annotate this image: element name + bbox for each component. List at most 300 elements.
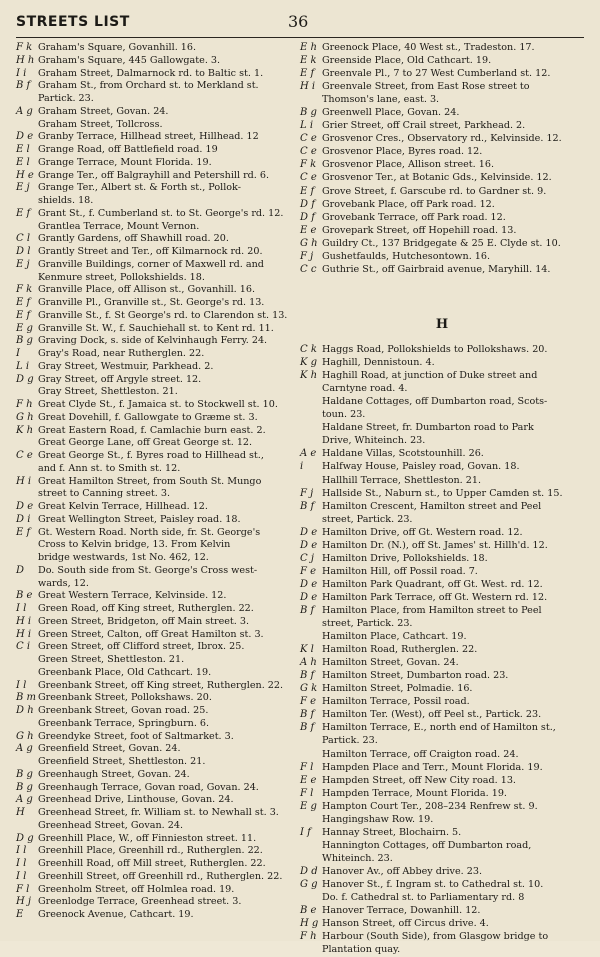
street-description: Hamilton Place, Cathcart. 19. <box>322 631 467 643</box>
grid-reference: E e <box>300 224 317 236</box>
street-description: Graham St., from Orchard st. to Merkland st. <box>38 80 259 92</box>
street-entry <box>300 892 584 903</box>
grid-reference: B m <box>16 692 37 704</box>
street-description: Grange Road, off Battlefield road. 19 <box>38 144 218 155</box>
street-description: Hamilton Dr. (N.), off St. James' st. Hillh'd. 12. <box>322 539 548 551</box>
grid-reference: F h <box>300 931 317 943</box>
street-entry <box>16 718 288 729</box>
grid-reference: L i <box>300 120 314 132</box>
street-description: street, Partick. 23. <box>322 513 413 525</box>
street-description: Greenside Place, Old Cathcart. 19. <box>322 55 492 67</box>
street-description: Hamilton Terrace, E., north end of Hamilton st., <box>322 722 556 734</box>
street-entry <box>300 540 584 551</box>
street-entry <box>300 683 584 694</box>
street-entry <box>300 159 584 170</box>
street-entry <box>16 616 288 627</box>
street-entry <box>300 120 584 131</box>
grid-reference: F h <box>16 399 33 410</box>
street-description: Hamilton Ter. (West), off Peel st., Partick. 23. <box>322 709 542 721</box>
street-entry <box>16 348 288 359</box>
street-description: Hamilton Drive, Pollokshields. 18. <box>322 552 488 564</box>
grid-reference: D e <box>300 591 318 603</box>
street-description: Hamilton Place, from Hamilton street to Peel <box>322 604 542 616</box>
page-title: STREETS LIST <box>16 14 130 30</box>
street-entry <box>16 182 288 193</box>
street-description: wards, 12. <box>38 577 89 589</box>
street-description: Hamilton Street, Govan. 24. <box>322 657 459 669</box>
grid-reference: D <box>16 564 25 576</box>
street-entry <box>300 357 584 368</box>
street-description: Great Eastern Road, f. Camlachie burn east. 2. <box>38 424 266 436</box>
grid-reference: E k <box>300 55 317 67</box>
street-entry <box>300 146 584 157</box>
grid-reference: D l <box>16 246 31 257</box>
street-description: Hanover Terrace, Dowanhill. 12. <box>322 905 481 917</box>
street-entry <box>16 743 288 754</box>
street-description: Cross to Kelvin bridge, 13. From Kelvin <box>38 539 231 551</box>
left-column <box>16 42 288 922</box>
street-description: Grantlea Terrace, Mount Vernon. <box>38 220 200 232</box>
street-entry <box>300 931 584 942</box>
street-entry <box>16 667 288 678</box>
street-description: Greenbank Street, off King street, Rutherglen. 22. <box>38 679 284 691</box>
street-entry <box>16 119 288 130</box>
street-entry <box>300 461 584 472</box>
street-entry <box>300 657 584 668</box>
street-description: Hannington Cottages, off Dumbarton road, <box>322 839 532 851</box>
street-description: Granville Place, off Allison st., Govanhill. 16. <box>38 284 256 296</box>
street-description: Greenfield Street, Shettleston. 21. <box>38 756 206 767</box>
street-entry <box>300 383 584 394</box>
street-entry <box>300 801 584 812</box>
grid-reference: F j <box>300 250 314 262</box>
grid-reference: E l <box>16 156 30 168</box>
grid-reference: H <box>16 807 25 818</box>
grid-reference: F e <box>300 696 317 708</box>
grid-reference: A e <box>300 448 317 460</box>
street-description: Green Road, off King street, Rutherglen. 22. <box>38 603 254 614</box>
street-description: Gushetfaulds, Hutchesontown. 16. <box>322 250 491 262</box>
grid-reference: E h <box>300 42 317 53</box>
street-entry <box>300 866 584 877</box>
street-entry <box>16 680 288 691</box>
grid-reference: E e <box>300 774 317 786</box>
street-description: Hampton Court Ter., 208–234 Renfrew st. 9. <box>322 800 538 812</box>
grid-reference: i <box>300 461 304 473</box>
street-description: Graham Street, Tollcross. <box>38 118 163 130</box>
grid-reference: E j <box>16 258 30 270</box>
street-entry <box>300 827 584 838</box>
street-entry <box>16 769 288 780</box>
street-entry <box>16 731 288 742</box>
street-description: shields. 18. <box>38 195 94 206</box>
street-description: Gray Street, Westmuir, Parkhead. 2. <box>38 360 214 372</box>
grid-reference: F l <box>300 761 314 773</box>
street-description: Partick. 23. <box>38 93 94 104</box>
grid-reference: H j <box>16 896 31 908</box>
street-entry <box>16 386 288 397</box>
street-entry <box>300 344 584 355</box>
street-entry <box>300 944 584 955</box>
street-entry <box>300 94 584 105</box>
street-description: Greenvale Pl., 7 to 27 West Cumberland st. 12. <box>322 68 551 80</box>
street-entry <box>16 450 288 461</box>
grid-reference: I l <box>16 858 27 869</box>
street-description: Thomson's lane, east. 3. <box>322 94 440 106</box>
grid-reference: D h <box>16 705 34 716</box>
street-entry <box>16 909 288 920</box>
street-entry <box>300 696 584 707</box>
street-entry <box>16 259 288 270</box>
street-description: Do. South side from St. George's Cross west- <box>38 564 258 576</box>
street-entry <box>300 918 584 929</box>
street-entry <box>300 199 584 210</box>
grid-reference: H e <box>16 169 34 181</box>
grid-reference: C j <box>300 552 314 564</box>
street-entry <box>300 566 584 577</box>
grid-reference: B f <box>16 80 31 92</box>
street-entry <box>300 81 584 92</box>
street-entry <box>300 579 584 590</box>
street-description: Greenholm Street, off Holmlea road. 19. <box>38 883 235 895</box>
street-description: Hangingshaw Row. 19. <box>322 813 434 825</box>
grid-reference: F j <box>300 487 314 499</box>
street-description: Great George St., f. Byres road to Hillhead st., <box>38 450 264 461</box>
street-entry <box>300 422 584 433</box>
street-entry <box>300 631 584 642</box>
street-description: Gray Street, Shettleston. 21. <box>38 386 178 398</box>
grid-reference: H i <box>16 615 32 627</box>
street-entry <box>300 644 584 655</box>
street-entry <box>16 578 288 589</box>
street-description: Green Street, off Clifford street, Ibrox. 25. <box>38 641 245 653</box>
street-description: Great Hamilton Street, from South St. Mungo <box>38 475 262 487</box>
street-entry <box>300 879 584 890</box>
street-description: street, Partick. 23. <box>322 618 413 630</box>
grid-reference: K h <box>300 370 318 382</box>
grid-reference: D g <box>16 373 34 385</box>
street-entry <box>16 692 288 703</box>
street-description: Great Western Terrace, Kelvinside. 12. <box>38 590 227 602</box>
street-description: Green Street, Calton, off Great Hamilton st. 3. <box>38 628 264 640</box>
street-description: Graham's Square, Govanhill. 16. <box>38 42 197 53</box>
street-entry <box>16 603 288 614</box>
street-entry <box>300 409 584 420</box>
grid-reference: I i <box>16 67 27 79</box>
street-entry <box>16 272 288 283</box>
street-entry <box>300 514 584 525</box>
grid-reference: E g <box>16 322 33 334</box>
grid-reference: G k <box>300 683 318 695</box>
street-description: Hampden Terrace, Mount Florida. 19. <box>322 787 507 799</box>
street-description: Granville St., f. St George's rd. to Clarendon st. 13. <box>38 309 288 321</box>
street-entry <box>16 195 288 206</box>
street-entry <box>300 435 584 446</box>
street-description: toun. 23. <box>322 409 366 421</box>
grid-reference: B f <box>300 722 315 734</box>
grid-reference: B g <box>16 335 33 347</box>
street-entry <box>300 905 584 916</box>
grid-reference: E f <box>16 207 31 219</box>
street-description: Great George Lane, off Great George st. 12. <box>38 437 253 449</box>
grid-reference: C c <box>300 263 317 275</box>
grid-reference: F k <box>16 42 33 53</box>
street-description: Hampden Street, off New City road. 13. <box>322 774 516 786</box>
street-entry <box>16 170 288 181</box>
grid-reference: E f <box>300 68 315 80</box>
grid-reference: I l <box>16 679 27 691</box>
street-entry <box>16 335 288 346</box>
grid-reference: C e <box>300 133 317 145</box>
grid-reference: C l <box>16 233 31 245</box>
street-description: Greenock Place, 40 West st., Tradeston. 17. <box>322 42 535 53</box>
street-entry <box>16 425 288 436</box>
street-entry <box>300 605 584 616</box>
street-entry <box>16 55 288 66</box>
street-description: Grosvenor Cres., Observatory rd., Kelvinside. 12. <box>322 133 562 145</box>
grid-reference: I l <box>16 845 27 857</box>
street-description: Hampden Place and Terr., Mount Florida. 19. <box>322 761 543 773</box>
street-description: Haldane Villas, Scotstounhill. 26. <box>322 448 484 460</box>
street-description: Greenhead Street, Govan. 24. <box>38 819 183 831</box>
grid-reference: A g <box>16 105 33 117</box>
street-description: Haghill, Dennistoun. 4. <box>322 357 435 369</box>
street-description: Hanson Street, off Circus drive. 4. <box>322 918 489 930</box>
street-description: Grovebank Terrace, off Park road. 12. <box>322 211 506 223</box>
street-entry <box>16 794 288 805</box>
street-entry <box>16 833 288 844</box>
street-description: Greenhill Place, W., off Finnieston street. 11. <box>38 832 257 844</box>
street-description: Grove Street, f. Garscube rd. to Gardner st. 9. <box>322 185 547 197</box>
street-entry <box>16 93 288 104</box>
street-entry <box>300 212 584 223</box>
street-description: Greenhead Street, fr. William st. to Newhall st. 3. <box>38 807 279 818</box>
street-entry <box>300 55 584 66</box>
grid-reference: A g <box>16 794 33 806</box>
street-entry <box>16 131 288 142</box>
street-description: Haghill Road, at junction of Duke street and <box>322 370 538 382</box>
grid-reference: E f <box>300 185 315 197</box>
street-description: Partick. 23. <box>322 735 378 747</box>
street-entry <box>16 884 288 895</box>
grid-reference: E g <box>300 800 317 812</box>
street-description: Hamilton Road, Rutherglen. 22. <box>322 644 478 656</box>
street-description: Hamilton Park Quadrant, off Gt. West. rd. 12. <box>322 578 543 590</box>
street-entry <box>16 501 288 512</box>
street-description: Grange Terrace, Mount Florida. 19. <box>38 156 212 168</box>
grid-reference: G h <box>300 237 318 249</box>
street-description: Hannay Street, Blochairn. 5. <box>322 826 462 838</box>
grid-reference: B e <box>16 590 33 602</box>
grid-reference: I f <box>300 826 311 838</box>
grid-reference: D d <box>300 865 318 877</box>
grid-reference: A h <box>300 657 317 669</box>
street-description: Great Wellington Street, Paisley road. 18. <box>38 513 241 525</box>
street-description: Guthrie St., off Gairbraid avenue, Maryhill. 14. <box>322 263 551 275</box>
street-entry <box>300 133 584 144</box>
street-entry <box>300 238 584 249</box>
street-description: Graham's Square, 445 Gallowgate. 3. <box>38 54 221 66</box>
street-entry <box>300 735 584 746</box>
street-entry <box>300 722 584 733</box>
street-entry <box>300 788 584 799</box>
right-column-g-entries <box>300 42 584 275</box>
street-description: bridge westwards, 1st No. 462, 12. <box>38 552 209 563</box>
street-description: Hamilton Park Terrace, off Gt. Western rd. 12. <box>322 591 548 603</box>
street-description: Hamilton Street, Polmadie. 16. <box>322 683 473 695</box>
grid-reference: G g <box>300 878 318 890</box>
street-entry <box>300 840 584 851</box>
street-description: Graham Street, Dalmarnock rd. to Baltic st. 1. <box>38 67 264 79</box>
street-description: Hamilton Terrace, off Craigton road. 24. <box>322 748 519 760</box>
street-entry <box>16 374 288 385</box>
grid-reference: E f <box>16 297 31 308</box>
grid-reference: E f <box>16 309 31 321</box>
street-description: Greenbank Street, Pollokshaws. 20. <box>38 692 212 704</box>
street-description: Grantly Street and Ter., off Kilmarnock rd. 20. <box>38 246 263 257</box>
street-entry <box>16 208 288 219</box>
street-entry <box>16 323 288 334</box>
street-entry <box>300 68 584 79</box>
grid-reference: D i <box>16 513 31 525</box>
street-description: Haldane Street, fr. Dumbarton road to Park <box>322 422 534 434</box>
street-entry <box>300 370 584 381</box>
street-entry <box>16 565 288 576</box>
street-entry <box>16 233 288 244</box>
street-entry <box>300 186 584 197</box>
grid-reference: K l <box>300 644 314 656</box>
grid-reference: G h <box>16 730 34 742</box>
street-description: Granville Buildings, corner of Maxwell rd. and <box>38 258 264 270</box>
street-description: street to Canning street. 3. <box>38 488 170 500</box>
grid-reference: D e <box>16 131 34 143</box>
grid-reference: C e <box>300 146 317 158</box>
street-entry <box>16 144 288 155</box>
right-column-h-entries <box>300 344 584 955</box>
grid-reference: F l <box>300 787 314 799</box>
street-description: Haldane Cottages, off Dumbarton road, Scots- <box>322 396 548 408</box>
street-entry <box>300 749 584 760</box>
grid-reference: L i <box>16 360 30 372</box>
street-entry <box>16 527 288 538</box>
street-description: Grange Ter., off Balgrayhill and Petershill rd. 6. <box>38 169 270 181</box>
street-entry <box>16 756 288 767</box>
grid-reference: D e <box>300 539 318 551</box>
grid-reference: F e <box>300 565 317 577</box>
street-entry <box>16 641 288 652</box>
street-description: Gray Street, off Argyle street. 12. <box>38 373 202 385</box>
street-description: Greenhaugh Street, Govan. 24. <box>38 768 190 780</box>
street-description: Kenmure street, Pollokshields. 18. <box>38 271 205 283</box>
street-description: Grovepark Street, off Hopehill road. 13. <box>322 224 517 236</box>
street-description: Gray's Road, near Rutherglen. 22. <box>38 348 205 359</box>
street-entry <box>16 476 288 487</box>
street-description: Do. f. Cathedral st. to Parliamentary rd. 8 <box>322 892 525 904</box>
grid-reference: H h <box>16 54 35 66</box>
street-description: Greenbank Terrace, Springburn. 6. <box>38 717 210 729</box>
section-spacer <box>300 277 584 303</box>
street-description: Grier Street, off Crail street, Parkhead. 2. <box>322 120 526 132</box>
street-description: Halfway House, Paisley road, Govan. 18. <box>322 461 520 473</box>
street-entry <box>16 399 288 410</box>
street-description: Great Kelvin Terrace, Hillhead. 12. <box>38 501 208 512</box>
grid-reference: B f <box>300 670 315 682</box>
page-number: 36 <box>288 12 309 31</box>
street-entry <box>16 157 288 168</box>
street-entry <box>16 539 288 550</box>
street-description: Hanover St., f. Ingram st. to Cathedral st. 10. <box>322 878 544 890</box>
street-description: Hamilton Hill, off Possil road. 7. <box>322 565 478 577</box>
street-description: Greenwell Place, Govan. 24. <box>322 107 460 119</box>
street-description: Hamilton Terrace, Possil road. <box>322 696 470 708</box>
street-description: Graham Street, Govan. 24. <box>38 105 169 117</box>
street-entry <box>300 762 584 773</box>
street-entry <box>300 670 584 681</box>
street-entry <box>16 514 288 525</box>
street-entry <box>16 106 288 117</box>
street-entry <box>300 42 584 53</box>
street-description: Hallhill Terrace, Shettleston. 21. <box>322 474 482 486</box>
street-entry <box>16 297 288 308</box>
grid-reference: E j <box>16 182 30 194</box>
grid-reference: F l <box>16 883 30 895</box>
street-entry <box>300 775 584 786</box>
street-description: Granville St. W., f. Sauchiehall st. to Kent rd. 11. <box>38 322 274 334</box>
street-description: Grovebank Place, off Park road. 12. <box>322 198 495 210</box>
grid-reference: B f <box>300 604 315 616</box>
grid-reference: D f <box>300 198 315 210</box>
street-entry <box>300 251 584 262</box>
street-description: Greenhill Road, off Mill street, Rutherglen. 22. <box>38 858 266 869</box>
grid-reference: F k <box>16 284 33 296</box>
street-entry <box>16 590 288 601</box>
grid-reference: B g <box>300 107 317 119</box>
street-description: Great Clyde St., f. Jamaica st. to Stockwell st. 10. <box>38 399 278 410</box>
grid-reference: G h <box>16 411 34 423</box>
street-entry <box>16 820 288 831</box>
street-description: Green Street, Shettleston. 21. <box>38 654 185 665</box>
street-description: Hamilton Crescent, Hamilton street and Peel <box>322 500 542 512</box>
street-entry <box>300 592 584 603</box>
street-description: Greenvale Street, from East Rose street to <box>322 81 530 93</box>
street-description: Greendyke Street, foot of Saltmarket. 3. <box>38 730 234 742</box>
street-description: Hamilton Drive, off Gt. Western road. 12. <box>322 526 523 538</box>
street-description: Greenhill Place, Greenhill rd., Rutherglen. 22. <box>38 845 263 857</box>
grid-reference: B e <box>300 905 317 917</box>
street-entry <box>16 463 288 474</box>
street-description: Guildry Ct., 137 Bridgegate & 25 E. Clyde st. 10. <box>322 237 561 249</box>
grid-reference: K h <box>16 424 34 436</box>
street-entry <box>16 437 288 448</box>
grid-reference: E <box>16 909 24 920</box>
grid-reference: E l <box>16 144 30 155</box>
street-entry <box>300 488 584 499</box>
section-letter: H <box>435 316 449 332</box>
street-entry <box>16 42 288 53</box>
street-entry <box>300 853 584 864</box>
grid-reference: C e <box>16 450 33 461</box>
street-description: Hanover Av., off Abbey drive. 23. <box>322 865 482 877</box>
street-entry <box>16 246 288 257</box>
street-entry <box>16 80 288 91</box>
street-entry <box>300 448 584 459</box>
grid-reference: C e <box>300 172 317 184</box>
street-entry <box>300 527 584 538</box>
grid-reference: I <box>16 348 20 359</box>
grid-reference: H g <box>300 918 319 930</box>
street-description: Grosvenor Ter., at Botanic Gds., Kelvinside. 12. <box>322 172 552 184</box>
street-entry <box>300 814 584 825</box>
